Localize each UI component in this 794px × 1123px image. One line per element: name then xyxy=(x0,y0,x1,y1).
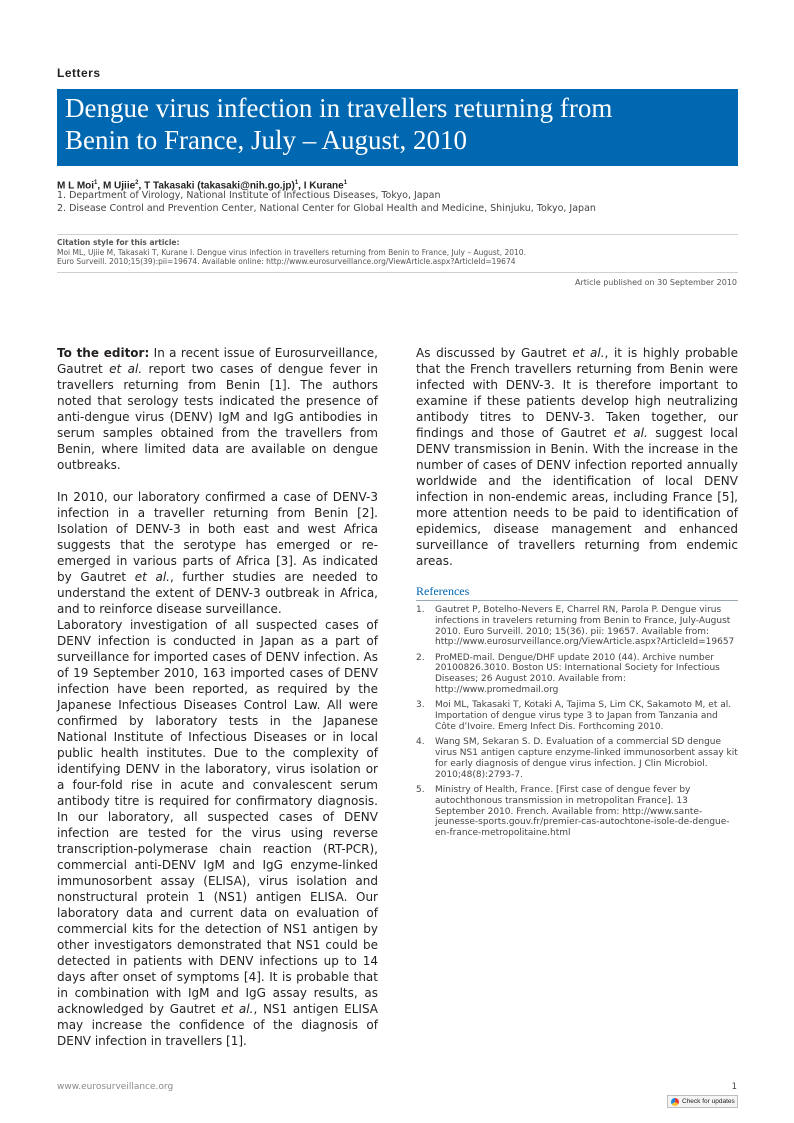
reference-item xyxy=(416,737,738,780)
reference-text: Wang SM, Sekaran S. D. Evaluation of a commercial SD dengue virus NS1 antigen capture enzyme-linked immunosorbent assay kit for early diagnosis of dengue virus infection. J Clin Microbiol. 2010;48(8):2793-7. xyxy=(435,737,738,780)
article-title-banner xyxy=(57,89,738,166)
body-column-left xyxy=(57,345,378,1049)
author-affiliation-mark: 1 xyxy=(94,180,98,186)
reference-number: 3. xyxy=(416,700,425,711)
italic-run: et al. xyxy=(221,1002,254,1016)
publication-date: Article published on 30 September 2010 xyxy=(574,278,737,287)
author-affiliation-mark: 2 xyxy=(135,180,139,186)
check-for-updates-label: Check for updates xyxy=(682,1098,735,1105)
author-list: M L Moi$^1$, M Ujiie$^2$, T Takasaki (takasaki@nih.go.jp)$^1$, I Kurane$^1$ xyxy=(57,180,348,192)
text-run: report two cases of dengue fever in travellers returning from Benin [1]. The authors noted that serology tests indicated the presence of anti-dengue virus (DENV) IgM and IgG antibodies in serum samples obtained from the travellers from Benin, where limited data are available on dengue outbreaks. xyxy=(57,362,379,472)
affiliation-list xyxy=(57,190,596,215)
author-name: I Kurane xyxy=(303,180,344,192)
author-name[interactable]: T Takasaki (takasaki@nih.go.jp) xyxy=(144,180,295,192)
text-run: , NS1 antigen ELISA may increase the confidence of the diagnosis of DENV infection in travellers [1]. xyxy=(57,1002,379,1048)
citation-heading: Citation style for this article: xyxy=(57,238,180,247)
reference-item xyxy=(416,605,738,648)
reference-list xyxy=(416,605,738,843)
text-run: , it is highly probable that the French travellers returning from Benin were infected with DENV-3. It is therefore important to examine if these patients develop high neutralizing antibody titres to DENV-3. Taken together, our findings and those of Gautret xyxy=(416,346,738,440)
body-paragraph xyxy=(57,345,378,473)
text-run: suggest local DENV transmission in Benin. With the increase in the number of cases of DENV infection reported annually worldwide and the identification of local DENV infection in non-endemic areas, including France [5], more attention needs to be paid to identification of epidemics, disease management and enhanced surveillance of travellers returning from endemic areas. xyxy=(416,426,738,568)
page-number: 1 xyxy=(731,1082,737,1092)
italic-run: et al. xyxy=(109,362,143,376)
italic-run: et al. xyxy=(134,570,170,584)
reference-item xyxy=(416,785,738,839)
reference-number: 2. xyxy=(416,652,425,663)
text-run: As discussed by Gautret xyxy=(416,346,573,360)
salutation: To the editor: xyxy=(57,346,150,360)
section-label: Letters xyxy=(57,66,101,80)
citation-link[interactable]: Euro Surveill. 2010;15(39):pii=19674. Available online: http://www.eurosurveillance.org/ViewArticle.aspx?ArticleId=19674 xyxy=(57,257,516,266)
author-name: M L Moi xyxy=(57,180,95,192)
reference-item xyxy=(416,700,738,732)
body-column-right xyxy=(416,345,738,569)
text-run: In a recent issue of Eurosurveillance, Gautret xyxy=(57,346,378,376)
check-for-updates-button[interactable] xyxy=(667,1095,738,1108)
italic-run: et al. xyxy=(613,426,648,440)
references-heading: References xyxy=(416,584,738,601)
author-affiliation-mark: 1 xyxy=(294,180,299,186)
body-paragraph xyxy=(57,489,378,617)
author-name: M Ujiie xyxy=(102,180,136,192)
reference-number: 5. xyxy=(416,784,425,795)
body-paragraph xyxy=(416,345,738,569)
reference-number: 4. xyxy=(416,737,425,748)
affiliation-item: 1. Department of Virology, National Institute of Infectious Diseases, Tokyo, Japan xyxy=(57,190,441,201)
text-run: , further studies are needed to understand the extent of DENV-3 outbreak in Africa, and to reinforce disease surveillance. xyxy=(57,570,378,616)
text-run: Laboratory investigation of all suspected cases of DENV infection is conducted in Japan as a part of surveillance for imported cases of DENV infection. As of 19 September 2010, 163 imported cases of DENV infection have been reported, as required by the Japanese Infectious Diseases Control Law. All were confirmed by laboratory tests in the Japanese National Institute of Infectious Diseases or in local public health institutes. Due to the complexity of identifying DENV in the laboratory, virus isolation or a four-fold rise in acute and convalescent serum antibody titre is required for confirmatory diagnosis. In our laboratory, all suspected cases of DENV infection are tested for the virus using reverse transcription-polymerase chain reaction (RT-PCR), commercial anti-DENV IgM and IgG enzyme-linked immunosorbent assay (ELISA), virus isolation and nonstructural protein 1 (NS1) antigen ELISA. Our laboratory data and current data on evaluation of commercial kits for the detection of NS1 antigen by other investigators demonstrated that NS1 could be detected in patients with DENV infections up to 14 days after onset of symptoms [4]. It is probable that in combination with IgM and IgG assay results, as acknowledged by Gautret xyxy=(57,618,378,1016)
divider xyxy=(57,272,738,273)
reference-text[interactable]: Gautret P, Botelho-Nevers E, Charrel RN, Parola P. Dengue virus infections in travelers returning from Benin to France, July-August 2010. Euro Surveill. 2010; 15(36). pii: 19657. Available from: http://www.eurosurveillance.org/ViewArticle.aspx?ArticleId=19657 xyxy=(435,605,735,648)
body-paragraph xyxy=(57,617,378,1049)
article-title-line-2: Benin to France, July – August, 2010 xyxy=(65,125,467,155)
reference-number: 1. xyxy=(416,605,425,615)
article-title-line-1: Dengue virus infection in travellers returning from xyxy=(65,93,613,123)
italic-run: et al. xyxy=(572,346,605,360)
reference-item xyxy=(416,653,738,696)
footer-website-link[interactable]: www.eurosurveillance.org xyxy=(57,1082,174,1092)
update-check-icon xyxy=(671,1098,679,1106)
affiliation-item: 2. Disease Control and Prevention Center, National Center for Global Health and Medicine, Shinjuku, Tokyo, Japan xyxy=(57,202,596,214)
citation-text: Moi ML, Ujiie M, Takasaki T, Kurane I. Dengue virus infection in travellers returning from Benin to France, July – August, 2010. xyxy=(57,247,526,257)
author-affiliation-mark: 1 xyxy=(343,180,348,186)
reference-text[interactable]: Ministry of Health, France. [First case of dengue fever by autochthonous transmission in metropolitan France]. 13 September 2010. French. Available from: http://www.sante-jeunesse-sports.gouv.fr/premier-cas-autochtone-isole-de-dengue-en-france-metropolitaine.html xyxy=(435,784,730,839)
divider xyxy=(57,234,738,235)
reference-text: Moi ML, Takasaki T, Kotaki A, Tajima S, Lim CK, Sakamoto M, et al. Importation of dengue virus type 3 to Japan from Tanzania and Côte d’Ivoire. Emerg Infect Dis. Forthcoming 2010. xyxy=(435,700,732,732)
citation-block xyxy=(57,238,526,267)
reference-text[interactable]: ProMED-mail. Dengue/DHF update 2010 (44). Archive number 20100826.3010. Boston US: International Society for Infectious Diseases; 26 August 2010. Available from: http://www.promedmail.org xyxy=(435,652,720,696)
text-run: In 2010, our laboratory confirmed a case of DENV-3 infection in a traveller returning from Benin [2]. Isolation of DENV-3 in both east and west Africa suggests that the serotype has emerged or re-emerged in various parts of Africa [3]. As indicated by Gautret xyxy=(57,490,378,584)
